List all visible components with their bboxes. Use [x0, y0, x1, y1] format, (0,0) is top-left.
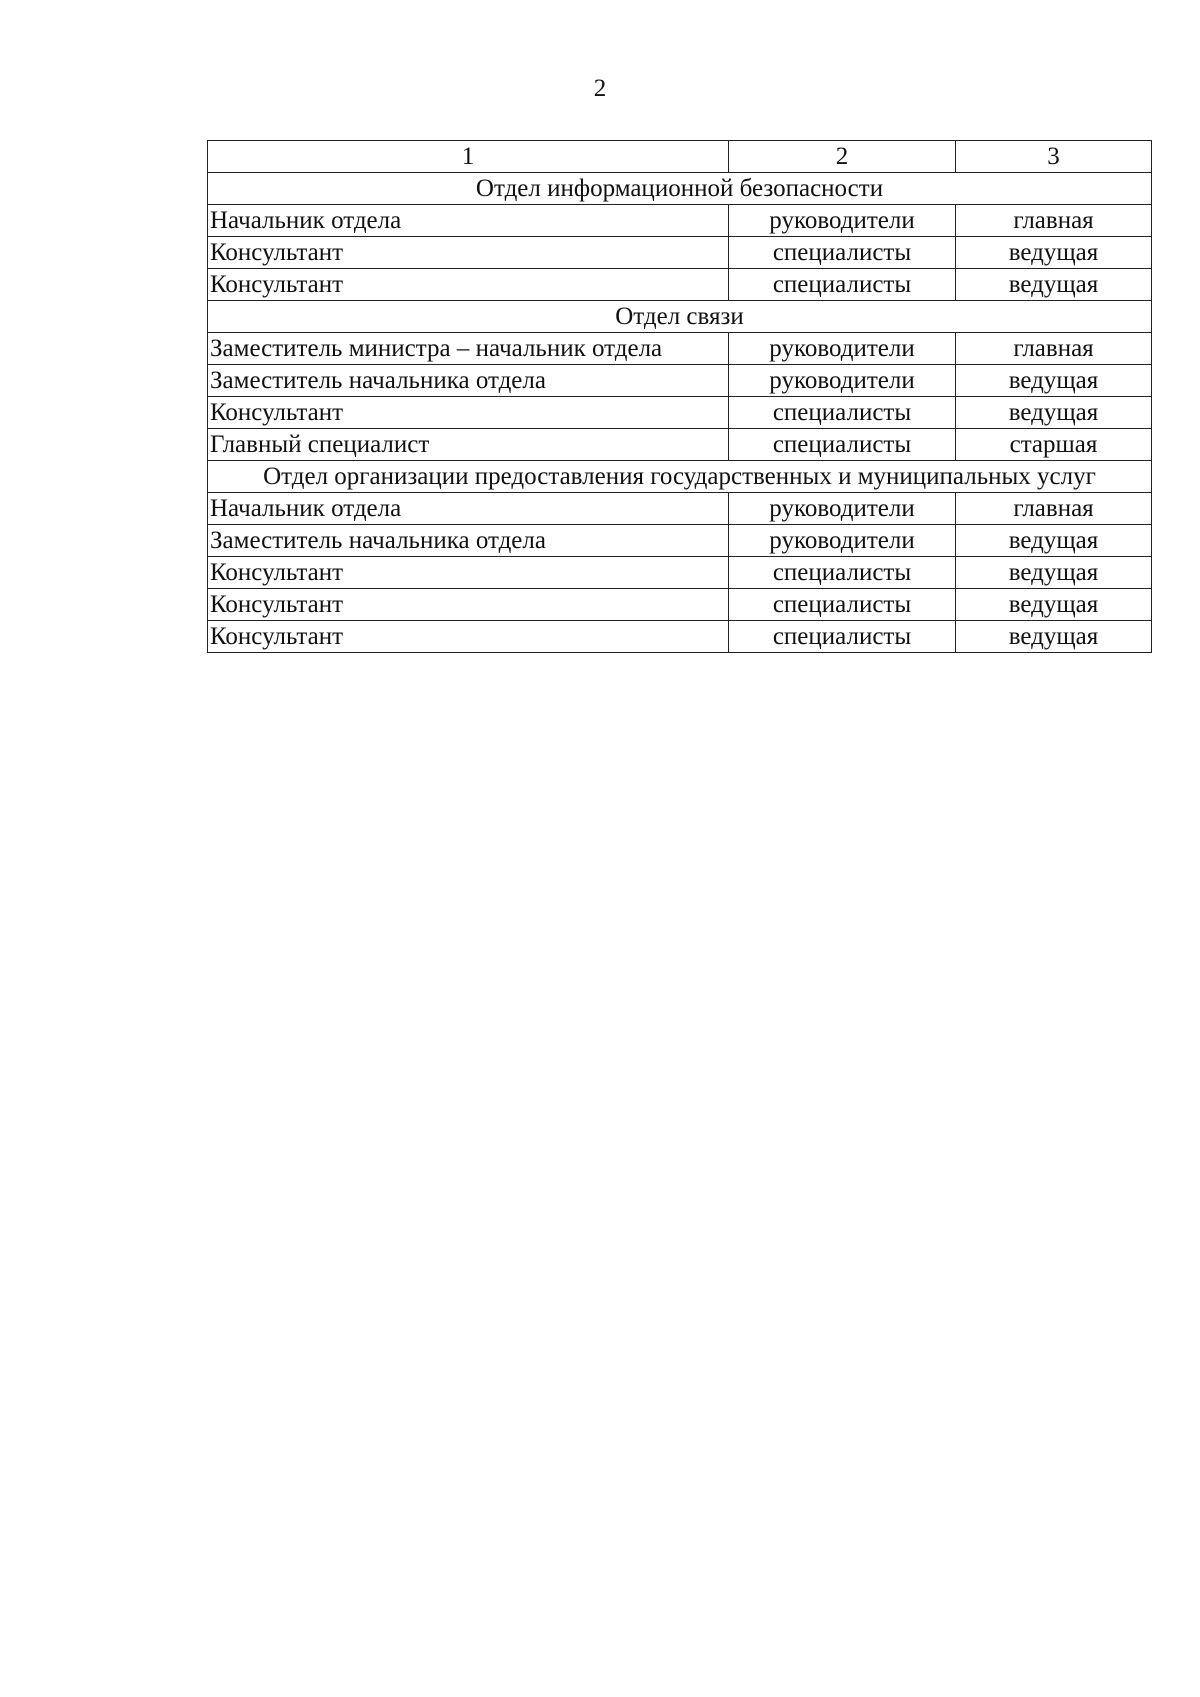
group-cell: руководители — [729, 493, 956, 525]
section-title: Отдел информационной безопасности — [208, 173, 1152, 205]
section-row — [208, 301, 1152, 333]
grade-cell: главная — [956, 333, 1152, 365]
section-row — [208, 461, 1152, 493]
position-cell: Консультант — [208, 621, 729, 653]
grade-cell: главная — [956, 205, 1152, 237]
position-cell: Заместитель начальника отдела — [208, 525, 729, 557]
header-cell-1: 1 — [208, 141, 729, 173]
table-row — [208, 237, 1152, 269]
position-cell: Заместитель министра – начальник отдела — [208, 333, 729, 365]
position-cell: Начальник отдела — [208, 493, 729, 525]
position-cell: Главный специалист — [208, 429, 729, 461]
table-row — [208, 621, 1152, 653]
group-cell: специалисты — [729, 621, 956, 653]
header-cell-2: 2 — [729, 141, 956, 173]
table-row — [208, 269, 1152, 301]
position-cell: Консультант — [208, 269, 729, 301]
group-cell: специалисты — [729, 589, 956, 621]
position-cell: Консультант — [208, 397, 729, 429]
position-cell: Консультант — [208, 237, 729, 269]
grade-cell: ведущая — [956, 269, 1152, 301]
position-cell: Начальник отдела — [208, 205, 729, 237]
section-title: Отдел организации предоставления государственных и муниципальных услуг — [208, 461, 1152, 493]
group-cell: специалисты — [729, 397, 956, 429]
grade-cell: ведущая — [956, 525, 1152, 557]
grade-cell: ведущая — [956, 237, 1152, 269]
group-cell: руководители — [729, 333, 956, 365]
table-row — [208, 205, 1152, 237]
group-cell: специалисты — [729, 237, 956, 269]
position-cell: Консультант — [208, 557, 729, 589]
group-cell: руководители — [729, 525, 956, 557]
table-row — [208, 493, 1152, 525]
table-row — [208, 525, 1152, 557]
page-number: 2 — [593, 75, 607, 102]
group-cell: руководители — [729, 205, 956, 237]
table-row — [208, 429, 1152, 461]
grade-cell: главная — [956, 493, 1152, 525]
group-cell: специалисты — [729, 429, 956, 461]
section-title: Отдел связи — [208, 301, 1152, 333]
position-cell: Заместитель начальника отдела — [208, 365, 729, 397]
staff-positions-table — [207, 140, 1152, 653]
table-row — [208, 397, 1152, 429]
table-row — [208, 557, 1152, 589]
table-header-row — [208, 141, 1152, 173]
grade-cell: ведущая — [956, 589, 1152, 621]
group-cell: специалисты — [729, 557, 956, 589]
table-row — [208, 365, 1152, 397]
grade-cell: ведущая — [956, 397, 1152, 429]
section-row — [208, 173, 1152, 205]
table-row — [208, 589, 1152, 621]
grade-cell: ведущая — [956, 557, 1152, 589]
header-cell-3: 3 — [956, 141, 1152, 173]
grade-cell: старшая — [956, 429, 1152, 461]
group-cell: руководители — [729, 365, 956, 397]
group-cell: специалисты — [729, 269, 956, 301]
table-row — [208, 333, 1152, 365]
grade-cell: ведущая — [956, 621, 1152, 653]
position-cell: Консультант — [208, 589, 729, 621]
grade-cell: ведущая — [956, 365, 1152, 397]
